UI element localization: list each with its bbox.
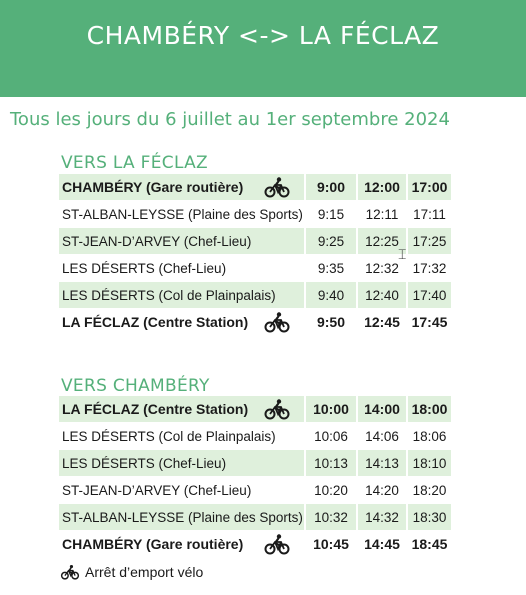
timetable-row <box>59 282 451 309</box>
departure-time: 14:13 <box>358 450 406 476</box>
departure-time: 12:40 <box>358 282 406 308</box>
departure-time: 12:00 <box>358 174 406 200</box>
departure-time: 9:50 <box>316 314 346 330</box>
departure-time: 9:15 <box>317 206 345 222</box>
departure-time: 14:32 <box>358 504 406 530</box>
departure-time: 18:10 <box>408 450 451 476</box>
stop-name: ST-ALBAN-LEYSSE (Plaine des Sports) <box>59 504 304 530</box>
departure-time: 17:45 <box>411 314 448 330</box>
section-title-vers-la-feclaz: VERS LA FÉCLAZ <box>61 153 208 173</box>
timetable-row <box>59 504 451 531</box>
stop-name: LES DÉSERTS (Chef-Lieu) <box>59 450 304 476</box>
stop-name: ST-JEAN-D’ARVEY (Chef-Lieu) <box>62 482 252 498</box>
departure-time: 9:00 <box>306 174 356 200</box>
timetable-vers-la-feclaz <box>59 174 451 336</box>
timetable-row <box>59 450 451 477</box>
bike-icon <box>264 533 290 555</box>
timetable-vers-chambery <box>59 396 451 558</box>
stop-name: LA FÉCLAZ (Centre Station) <box>62 314 249 330</box>
timetable-row <box>59 396 451 423</box>
stop-name: LES DÉSERTS (Chef-Lieu) <box>62 260 227 276</box>
departure-time: 14:45 <box>364 536 400 552</box>
stop-name: LA FÉCLAZ (Centre Station) <box>59 396 304 422</box>
departure-time: 18:30 <box>408 504 451 530</box>
timetable-row <box>59 174 451 201</box>
departure-time: 14:20 <box>365 482 399 498</box>
stop-name: LES DÉSERTS (Col de Plainpalais) <box>62 428 276 444</box>
departure-time: 14:06 <box>365 428 399 444</box>
stop-name: CHAMBÉRY (Gare routière) <box>59 174 304 200</box>
departure-time: 10:13 <box>306 450 356 476</box>
stop-name: ST-JEAN-D’ARVEY (Chef-Lieu) <box>59 228 304 254</box>
departure-time: 10:45 <box>313 536 349 552</box>
bike-icon <box>264 398 290 420</box>
departure-time: 9:40 <box>306 282 356 308</box>
departure-time: 9:25 <box>306 228 356 254</box>
departure-time: 9:35 <box>317 260 345 276</box>
bike-icon <box>264 311 290 333</box>
stop-name: ST-ALBAN-LEYSSE (Plaine des Sports) <box>62 206 303 222</box>
text-cursor-icon: ⌶ <box>398 247 407 263</box>
page-title: CHAMBÉRY <-> LA FÉCLAZ <box>86 21 440 50</box>
bike-icon <box>60 564 80 580</box>
legend <box>60 564 203 580</box>
departure-time: 17:40 <box>408 282 451 308</box>
date-range-subtitle: Tous les jours du 6 juillet au 1er septembre 2024 <box>10 109 450 130</box>
departure-time: 18:45 <box>411 536 448 552</box>
departure-time: 17:00 <box>408 174 451 200</box>
timetable-row <box>59 477 451 504</box>
stop-name: CHAMBÉRY (Gare routière) <box>62 536 244 552</box>
section-title-vers-chambery: VERS CHAMBÉRY <box>61 376 210 396</box>
departure-time: 10:20 <box>314 482 348 498</box>
departure-time: 17:32 <box>412 260 447 276</box>
bike-icon <box>264 176 290 198</box>
legend-text: Arrêt d’emport vélo <box>85 564 204 580</box>
timetable-row <box>59 531 451 558</box>
header-banner <box>0 0 526 97</box>
departure-time: 10:06 <box>314 428 348 444</box>
timetable-row <box>59 423 451 450</box>
departure-time: 17:25 <box>408 228 451 254</box>
departure-time: 10:00 <box>306 396 356 422</box>
departure-time: 12:32 <box>365 260 399 276</box>
departure-time: 12:45 <box>364 314 400 330</box>
timetable-row <box>59 255 451 282</box>
timetable-row <box>59 201 451 228</box>
departure-time: 18:20 <box>412 482 447 498</box>
timetable-row <box>59 228 451 255</box>
stop-name: LES DÉSERTS (Col de Plainpalais) <box>59 282 304 308</box>
departure-time: 12:25 <box>358 228 406 254</box>
departure-time: 18:00 <box>408 396 451 422</box>
departure-time: 12:11 <box>365 206 399 222</box>
departure-time: 10:32 <box>306 504 356 530</box>
departure-time: 18:06 <box>412 428 447 444</box>
departure-time: 14:00 <box>358 396 406 422</box>
departure-time: 17:11 <box>413 206 446 222</box>
timetable-row <box>59 309 451 336</box>
